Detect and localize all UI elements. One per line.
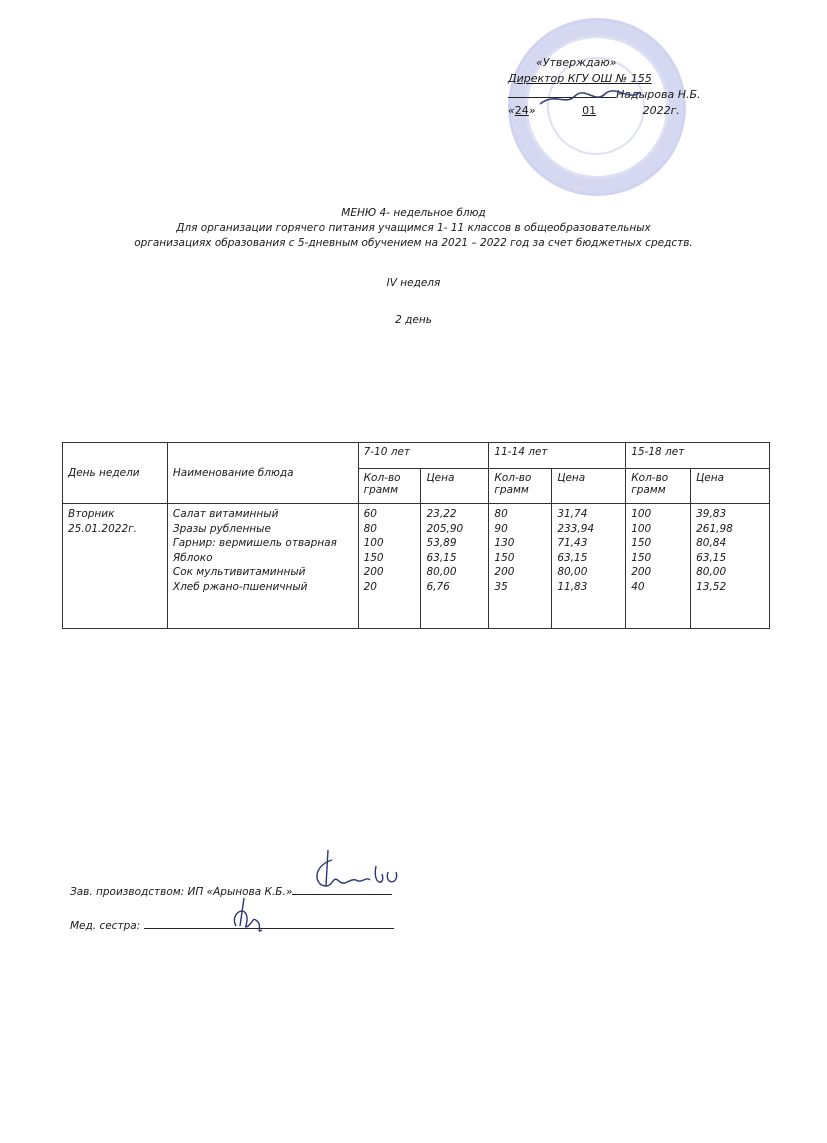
day-cell: Вторник 25.01.2022г. (63, 504, 168, 629)
nurse-signature-icon (228, 896, 268, 936)
day-label: 2 день (395, 314, 432, 326)
signature-line (144, 918, 394, 929)
nurse-signature: Мед. сестра: (70, 918, 394, 932)
approval-month: 01 (582, 103, 597, 117)
approval-block: «Утверждаю» Директор КГУ ОШ № 155 Надырова Н.Б. «24» 01 2022г. (508, 55, 718, 118)
header-qty: Кол-во грамм (489, 469, 552, 504)
header-price: Цена (421, 469, 489, 504)
header-age-7-10: 7-10 лет (358, 443, 489, 469)
header-day-of-week: День недели (63, 443, 168, 504)
week-label: IV неделя (386, 277, 441, 289)
table-row (63, 504, 770, 629)
document-title: МЕНЮ 4- недельное блюд Для организации горячего питания учащимся 1- 11 классов в общеобразовательных организациях образования с 5-дневным обучением на 2021 – 2022 год за счет бюджетных средств. (134, 207, 693, 249)
director-name: Надырова Н.Б. (616, 88, 701, 101)
header-qty: Кол-во грамм (626, 469, 691, 504)
qty-11-14-cell: 80 90 130 150 200 35 (489, 504, 552, 629)
approval-day: 24 (514, 103, 529, 117)
menu-table (62, 442, 770, 629)
price-11-14-cell: 31,74 233,94 71,43 63,15 80,00 11,83 (552, 504, 626, 629)
qty-15-18-cell: 100 100 150 150 200 40 (626, 504, 691, 629)
header-age-15-18: 15-18 лет (626, 443, 770, 469)
price-7-10-cell: 23,22 205,90 53,89 63,15 80,00 6,76 (421, 504, 489, 629)
header-age-11-14: 11-14 лет (489, 443, 626, 469)
dish-cell: Салат витаминный Зразы рубленные Гарнир: вермишель отварная Яблоко Сок мультивитаминный Хлеб ржано-пшеничный (167, 504, 358, 629)
qty-7-10-cell: 60 80 100 150 200 20 (358, 504, 421, 629)
production-manager-signature: Зав. производством: ИП «Арынова К.Б.» (70, 884, 392, 898)
director-signature-icon (535, 88, 645, 110)
approval-position: Директор КГУ ОШ № 155 (508, 71, 652, 85)
approval-year: 2022г. (642, 103, 680, 117)
header-dish-name: Наименование блюда (167, 443, 358, 504)
header-qty: Кол-во грамм (358, 469, 421, 504)
price-15-18-cell: 39,83 261,98 80,84 63,15 80,00 13,52 (691, 504, 770, 629)
header-price: Цена (691, 469, 770, 504)
approval-heading: «Утверждаю» (536, 56, 617, 69)
production-signature-icon (310, 846, 405, 896)
header-price: Цена (552, 469, 626, 504)
